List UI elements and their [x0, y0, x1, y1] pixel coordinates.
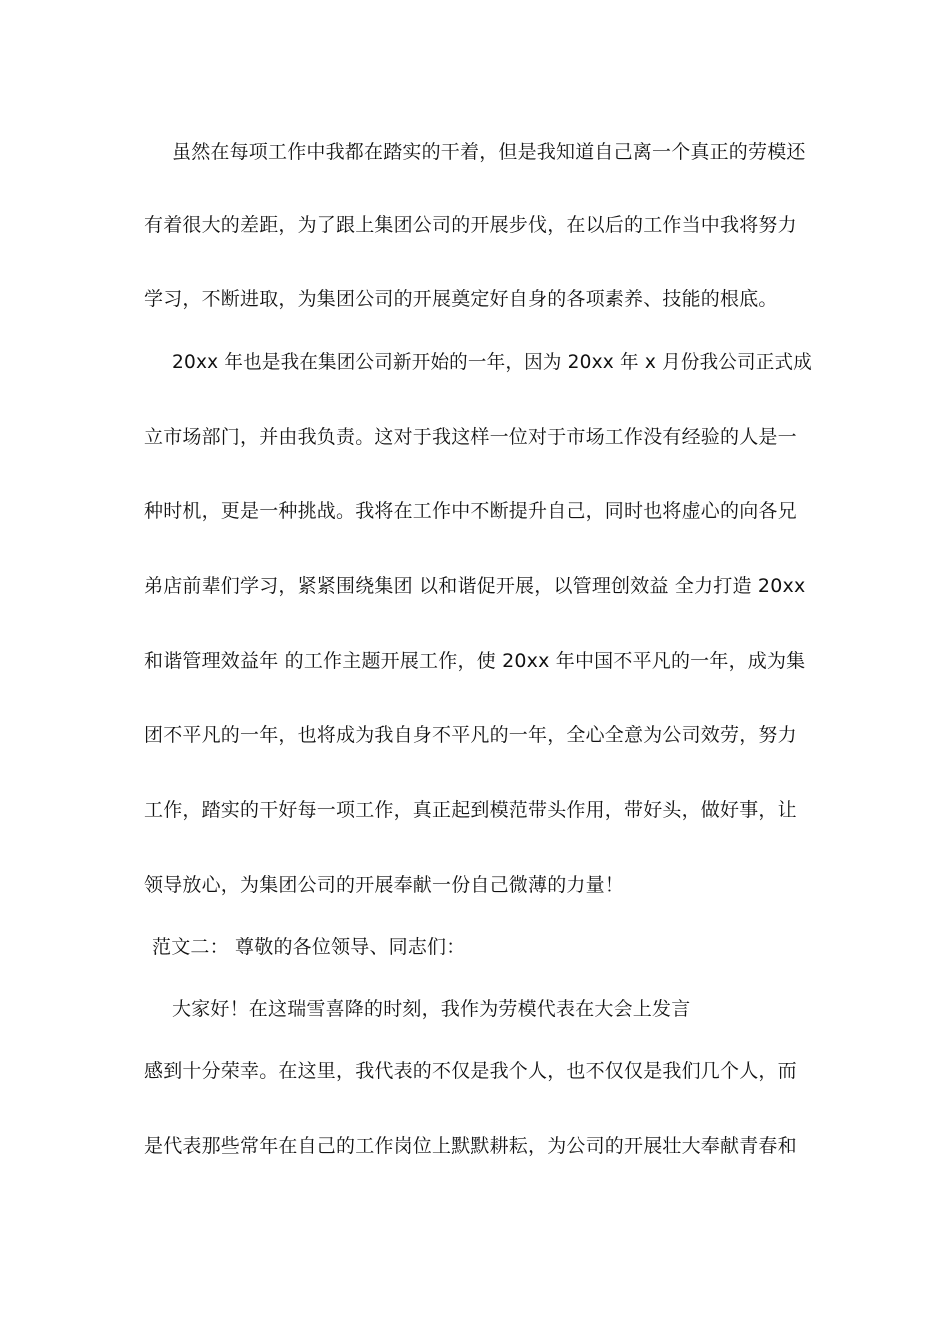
- paragraph-line: 虽然在每项工作中我都在踏实的干着，但是我知道自己离一个真正的劳模还: [172, 141, 806, 163]
- paragraph-line: 大家好！在这瑞雪喜降的时刻，我作为劳模代表在大会上发言: [172, 998, 691, 1020]
- paragraph-line: 学习，不断进取，为集团公司的开展奠定好自身的各项素养、技能的根底。: [144, 288, 778, 310]
- paragraph-line: 领导放心，为集团公司的开展奉献一份自己微薄的力量！: [144, 874, 625, 896]
- paragraph-line: 弟店前辈们学习，紧紧围绕集团 以和谐促开展，以管理创效益 全力打造 20xx: [144, 575, 806, 597]
- paragraph-line: 立市场部门，并由我负责。这对于我这样一位对于市场工作没有经验的人是一: [144, 426, 797, 448]
- section-heading: 范文二： 尊敬的各位领导、同志们：: [152, 936, 466, 958]
- paragraph-line: 有着很大的差距，为了跟上集团公司的开展步伐，在以后的工作当中我将努力: [144, 214, 797, 236]
- paragraph-line: 工作，踏实的干好每一项工作，真正起到模范带头作用，带好头，做好事，让: [144, 799, 797, 821]
- paragraph-line: 是代表那些常年在自己的工作岗位上默默耕耘，为公司的开展壮大奉献青春和: [144, 1135, 797, 1157]
- paragraph-line: 感到十分荣幸。在这里，我代表的不仅是我个人，也不仅仅是我们几个人，而: [144, 1060, 797, 1082]
- paragraph-line: 20xx 年也是我在集团公司新开始的一年，因为 20xx 年 x 月份我公司正式成: [172, 351, 812, 373]
- paragraph-line: 团不平凡的一年，也将成为我自身不平凡的一年，全心全意为公司效劳，努力: [144, 724, 797, 746]
- paragraph-line: 种时机，更是一种挑战。我将在工作中不断提升自己，同时也将虚心的向各兄: [144, 500, 797, 522]
- paragraph-line: 和谐管理效益年 的工作主题开展工作，使 20xx 年中国不平凡的一年，成为集: [144, 650, 806, 672]
